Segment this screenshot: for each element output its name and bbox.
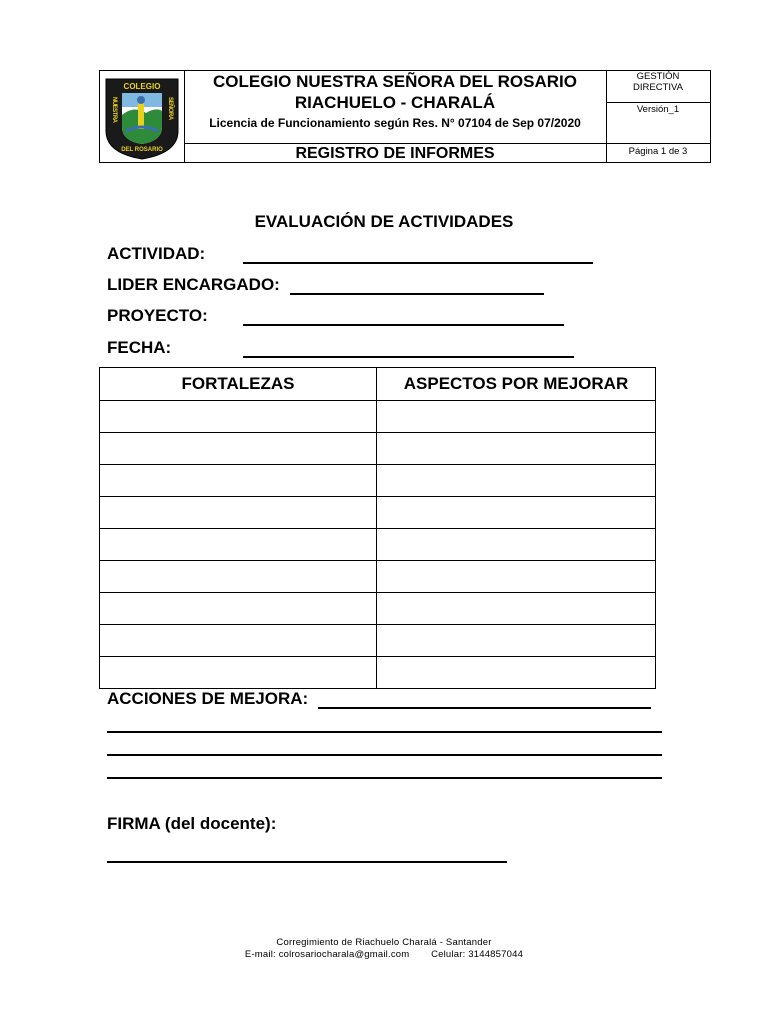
lider-label: LIDER ENCARGADO: — [107, 275, 280, 294]
fortalezas-header: FORTALEZAS — [100, 368, 377, 401]
actividad-line[interactable] — [243, 262, 593, 264]
page-number: Página 1 de 3 — [628, 146, 688, 157]
evaluation-table — [99, 367, 656, 689]
area-line2: DIRECTIVA — [633, 82, 683, 93]
table-row — [100, 465, 656, 497]
acciones-label: ACCIONES DE MEJORA: — [107, 689, 309, 708]
logo-top-text: COLEGIO — [123, 82, 161, 91]
acciones-extra-line-3[interactable] — [107, 777, 662, 779]
table-row — [100, 433, 656, 465]
footer-address: Corregimiento de Riachuelo Charalá - Santander — [276, 937, 492, 948]
fortaleza-cell[interactable] — [100, 561, 377, 593]
footer-phone: Celular: 3144857044 — [431, 949, 524, 960]
school-logo — [100, 71, 184, 162]
logo-cell — [100, 71, 185, 162]
aspecto-cell[interactable] — [377, 401, 656, 433]
footer-contact — [0, 949, 768, 960]
table-row — [100, 529, 656, 561]
logo-left-text: NUESTRA — [111, 97, 117, 123]
firma-label: FIRMA (del docente): — [107, 814, 277, 833]
fortaleza-cell[interactable] — [100, 465, 377, 497]
table-row — [100, 625, 656, 657]
aspecto-cell[interactable] — [377, 657, 656, 689]
version-cell — [606, 102, 710, 143]
table-row — [100, 497, 656, 529]
fecha-label: FECHA: — [107, 338, 172, 357]
acciones-extra-line-2[interactable] — [107, 754, 662, 756]
aspecto-cell[interactable] — [377, 465, 656, 497]
fortaleza-cell[interactable] — [100, 401, 377, 433]
aspecto-cell[interactable] — [377, 593, 656, 625]
table-row — [100, 657, 656, 689]
fecha-line[interactable] — [243, 356, 574, 358]
version-text: Versión_1 — [636, 104, 680, 115]
table-row — [100, 561, 656, 593]
fortaleza-cell[interactable] — [100, 657, 377, 689]
page-title: EVALUACIÓN DE ACTIVIDADES — [254, 212, 514, 231]
acciones-extra-line-1[interactable] — [107, 731, 662, 733]
proyecto-line[interactable] — [243, 324, 564, 326]
aspecto-cell[interactable] — [377, 497, 656, 529]
lider-line[interactable] — [290, 293, 544, 295]
school-name-line1: COLEGIO NUESTRA SEÑORA DEL ROSARIO — [213, 72, 577, 91]
area-cell — [606, 71, 710, 103]
school-name-line2: RIACHUELO - CHARALÁ — [294, 93, 496, 112]
area-line1: GESTIÓN — [636, 71, 680, 82]
table-row — [100, 593, 656, 625]
proyecto-label: PROYECTO: — [107, 306, 208, 325]
license-text: Licencia de Funcionamiento según Res. N° 07104 de Sep 07/2020 — [209, 116, 581, 130]
fortaleza-cell[interactable] — [100, 433, 377, 465]
aspecto-cell[interactable] — [377, 433, 656, 465]
register-cell — [184, 143, 607, 163]
table-header-row — [100, 368, 656, 401]
aspecto-cell[interactable] — [377, 625, 656, 657]
fortaleza-cell[interactable] — [100, 529, 377, 561]
aspecto-cell[interactable] — [377, 529, 656, 561]
title-cell — [184, 71, 607, 143]
document-header — [99, 70, 711, 163]
firma-line[interactable] — [107, 861, 507, 863]
aspectos-header: ASPECTOS POR MEJORAR — [377, 368, 656, 401]
fortaleza-cell[interactable] — [100, 593, 377, 625]
fortaleza-cell[interactable] — [100, 497, 377, 529]
register-title: REGISTRO DE INFORMES — [295, 145, 495, 162]
page-cell — [606, 143, 710, 163]
acciones-line[interactable] — [318, 707, 651, 709]
table-row — [100, 401, 656, 433]
actividad-label: ACTIVIDAD: — [107, 244, 206, 263]
fortaleza-cell[interactable] — [100, 625, 377, 657]
logo-right-text: SEÑORA — [167, 97, 173, 120]
aspecto-cell[interactable] — [377, 561, 656, 593]
logo-bottom-text: DEL ROSARIO — [121, 147, 163, 153]
footer-email: E-mail: colrosariocharala@gmail.com — [244, 949, 410, 960]
